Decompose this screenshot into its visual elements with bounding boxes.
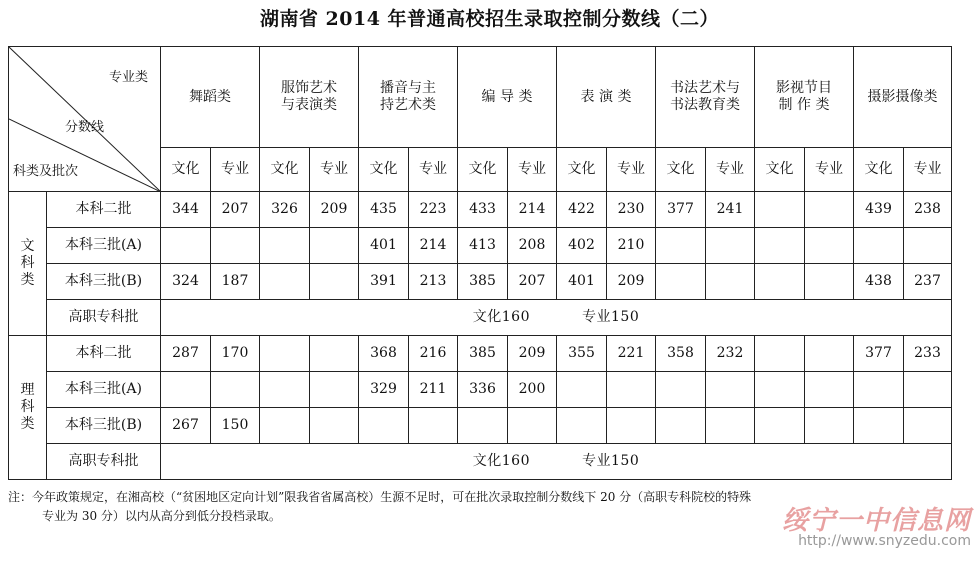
table-row xyxy=(9,300,952,336)
major-header xyxy=(161,47,260,148)
major-score-header: 专业 xyxy=(904,148,952,192)
score-cell xyxy=(805,228,854,264)
batch-label: 高职专科批 xyxy=(47,444,161,480)
score-cell: 214 xyxy=(409,228,458,264)
major-name-line-2: 与表演类 xyxy=(281,97,337,113)
score-cell xyxy=(458,408,508,444)
major-name-line-1: 服饰艺术 xyxy=(281,80,337,96)
score-cell: 209 xyxy=(508,336,557,372)
score-cell: 287 xyxy=(161,336,211,372)
score-cell: 267 xyxy=(161,408,211,444)
major-name-line-2: 持艺术类 xyxy=(380,97,436,113)
major-name-line-1: 舞蹈类 xyxy=(189,88,231,105)
score-cell: 214 xyxy=(508,192,557,228)
score-cell xyxy=(508,408,557,444)
score-cell: 232 xyxy=(706,336,755,372)
major-score-header: 专业 xyxy=(706,148,755,192)
score-cell xyxy=(161,228,211,264)
score-cell xyxy=(706,228,755,264)
score-cell: 336 xyxy=(458,372,508,408)
batch-label: 本科三批(A) xyxy=(47,228,161,264)
score-cell: 187 xyxy=(211,264,260,300)
major-score-header: 专业 xyxy=(409,148,458,192)
score-cell: 216 xyxy=(409,336,458,372)
score-cell: 385 xyxy=(458,336,508,372)
major-score-header: 专业 xyxy=(805,148,854,192)
score-cell xyxy=(805,372,854,408)
score-cell: 209 xyxy=(310,192,359,228)
score-cell xyxy=(805,192,854,228)
score-cell xyxy=(755,372,805,408)
score-cell: 358 xyxy=(656,336,706,372)
score-cell: 170 xyxy=(211,336,260,372)
score-cell: 433 xyxy=(458,192,508,228)
major-header xyxy=(755,47,854,148)
major-name-line-1: 播音与主 xyxy=(380,80,436,96)
culture-score-header: 文化 xyxy=(656,148,706,192)
major-header xyxy=(656,47,755,148)
culture-score-header: 文化 xyxy=(755,148,805,192)
major-name-line-1: 书法艺术与 xyxy=(670,80,740,96)
score-cell xyxy=(656,372,706,408)
culture-score-header: 文化 xyxy=(854,148,904,192)
score-cell: 435 xyxy=(359,192,409,228)
score-cell: 207 xyxy=(211,192,260,228)
score-cell: 150 xyxy=(211,408,260,444)
batch-label: 本科二批 xyxy=(47,336,161,372)
table-row xyxy=(9,264,952,300)
score-cell xyxy=(260,408,310,444)
major-score-header: 专业 xyxy=(508,148,557,192)
footnote-line-2: 专业为 30 分）以内从高分到低分投档录取。 xyxy=(42,509,281,523)
score-cell: 401 xyxy=(557,264,607,300)
major-name-line-1: 摄影摄像类 xyxy=(867,88,938,105)
score-cell xyxy=(607,372,656,408)
score-cell: 401 xyxy=(359,228,409,264)
score-cell: 210 xyxy=(607,228,656,264)
score-cell: 200 xyxy=(508,372,557,408)
score-cell: 241 xyxy=(706,192,755,228)
major-score-header: 专业 xyxy=(607,148,656,192)
score-cell: 221 xyxy=(607,336,656,372)
category-cell xyxy=(9,336,47,480)
score-cell xyxy=(260,372,310,408)
vocational-score-cell xyxy=(161,444,952,480)
table-row xyxy=(9,336,952,372)
corner-header xyxy=(9,47,161,192)
culture-score-header: 文化 xyxy=(260,148,310,192)
footnote-line-1: 注：今年政策规定，在湘高校（“贫困地区定向计划”限我省省属高校）生源不足时，可在批次录取控制分数线下 20 分（高职专科院校的特殊 xyxy=(8,490,752,504)
score-cell xyxy=(904,408,952,444)
batch-label: 本科二批 xyxy=(47,192,161,228)
score-cell: 211 xyxy=(409,372,458,408)
score-cell: 344 xyxy=(161,192,211,228)
score-cell: 238 xyxy=(904,192,952,228)
score-cell: 422 xyxy=(557,192,607,228)
score-cell xyxy=(656,228,706,264)
score-cell: 391 xyxy=(359,264,409,300)
vocational-culture-score: 文化160 xyxy=(472,309,530,325)
score-cell xyxy=(260,264,310,300)
score-cell: 413 xyxy=(458,228,508,264)
score-cell xyxy=(854,228,904,264)
culture-score-header: 文化 xyxy=(161,148,211,192)
score-cell xyxy=(211,372,260,408)
category-label: 文科类 xyxy=(20,238,35,288)
batch-label: 本科三批(B) xyxy=(47,408,161,444)
culture-score-header: 文化 xyxy=(557,148,607,192)
score-cell: 230 xyxy=(607,192,656,228)
batch-label: 本科三批(A) xyxy=(47,372,161,408)
score-cell xyxy=(557,372,607,408)
watermark-url: http://www.snyzedu.com xyxy=(798,533,971,549)
score-cell: 223 xyxy=(409,192,458,228)
score-cell xyxy=(310,372,359,408)
vocational-major-score: 专业150 xyxy=(582,453,640,469)
major-name-line-1: 影视节目 xyxy=(776,80,832,96)
score-cell: 209 xyxy=(607,264,656,300)
score-cell: 377 xyxy=(854,336,904,372)
major-header xyxy=(359,47,458,148)
table-row xyxy=(9,192,952,228)
vocational-culture-score: 文化160 xyxy=(472,453,530,469)
score-cell xyxy=(854,372,904,408)
score-cell xyxy=(409,408,458,444)
score-cell: 377 xyxy=(656,192,706,228)
score-cell xyxy=(805,264,854,300)
batch-label: 本科三批(B) xyxy=(47,264,161,300)
vocational-major-score: 专业150 xyxy=(582,309,640,325)
score-cell xyxy=(310,264,359,300)
major-name-line-1: 编 导 类 xyxy=(481,88,533,105)
score-cell xyxy=(260,336,310,372)
score-cell xyxy=(904,228,952,264)
score-table xyxy=(8,46,952,480)
major-header xyxy=(260,47,359,148)
score-cell: 233 xyxy=(904,336,952,372)
score-cell xyxy=(805,336,854,372)
watermark-site-name: 绥宁一中信息网 xyxy=(781,506,971,536)
score-cell: 439 xyxy=(854,192,904,228)
score-cell: 355 xyxy=(557,336,607,372)
table-row xyxy=(9,408,952,444)
score-cell: 324 xyxy=(161,264,211,300)
culture-score-header: 文化 xyxy=(458,148,508,192)
score-cell xyxy=(260,228,310,264)
culture-score-header: 文化 xyxy=(359,148,409,192)
score-cell xyxy=(656,264,706,300)
table-row xyxy=(9,444,952,480)
score-cell: 237 xyxy=(904,264,952,300)
major-name-line-1: 表 演 类 xyxy=(580,88,632,105)
score-cell xyxy=(310,408,359,444)
score-cell: 208 xyxy=(508,228,557,264)
score-cell xyxy=(755,408,805,444)
major-header xyxy=(557,47,656,148)
score-cell xyxy=(310,336,359,372)
score-cell: 438 xyxy=(854,264,904,300)
category-label: 理科类 xyxy=(20,382,35,432)
score-cell xyxy=(656,408,706,444)
score-cell xyxy=(310,228,359,264)
batch-label: 高职专科批 xyxy=(47,300,161,336)
score-cell xyxy=(805,408,854,444)
table-row xyxy=(9,372,952,408)
score-cell: 326 xyxy=(260,192,310,228)
score-cell xyxy=(854,408,904,444)
score-cell xyxy=(755,228,805,264)
score-cell: 402 xyxy=(557,228,607,264)
score-cell xyxy=(161,372,211,408)
score-cell xyxy=(755,264,805,300)
score-cell xyxy=(706,408,755,444)
major-name-line-2: 制 作 类 xyxy=(778,97,830,113)
score-cell xyxy=(706,372,755,408)
score-cell: 207 xyxy=(508,264,557,300)
score-cell xyxy=(904,372,952,408)
score-cell: 329 xyxy=(359,372,409,408)
page-title: 湖南省 2014 年普通高校招生录取控制分数线（二） xyxy=(259,8,720,30)
corner-major-label: 专业类 xyxy=(109,70,149,85)
score-cell: 385 xyxy=(458,264,508,300)
score-cell xyxy=(359,408,409,444)
score-cell xyxy=(755,192,805,228)
table-row xyxy=(9,228,952,264)
major-score-header: 专业 xyxy=(310,148,359,192)
corner-score-label: 分数线 xyxy=(65,120,105,135)
major-name-line-2: 书法教育类 xyxy=(670,97,740,113)
score-cell: 368 xyxy=(359,336,409,372)
score-cell xyxy=(706,264,755,300)
major-score-header: 专业 xyxy=(211,148,260,192)
category-cell xyxy=(9,192,47,336)
score-cell xyxy=(607,408,656,444)
major-header xyxy=(854,47,952,148)
major-header xyxy=(458,47,557,148)
vocational-score-cell xyxy=(161,300,952,336)
corner-category-label: 科类及批次 xyxy=(13,164,79,179)
score-cell xyxy=(557,408,607,444)
score-cell: 213 xyxy=(409,264,458,300)
watermark xyxy=(782,500,971,549)
score-cell xyxy=(211,228,260,264)
score-cell xyxy=(755,336,805,372)
